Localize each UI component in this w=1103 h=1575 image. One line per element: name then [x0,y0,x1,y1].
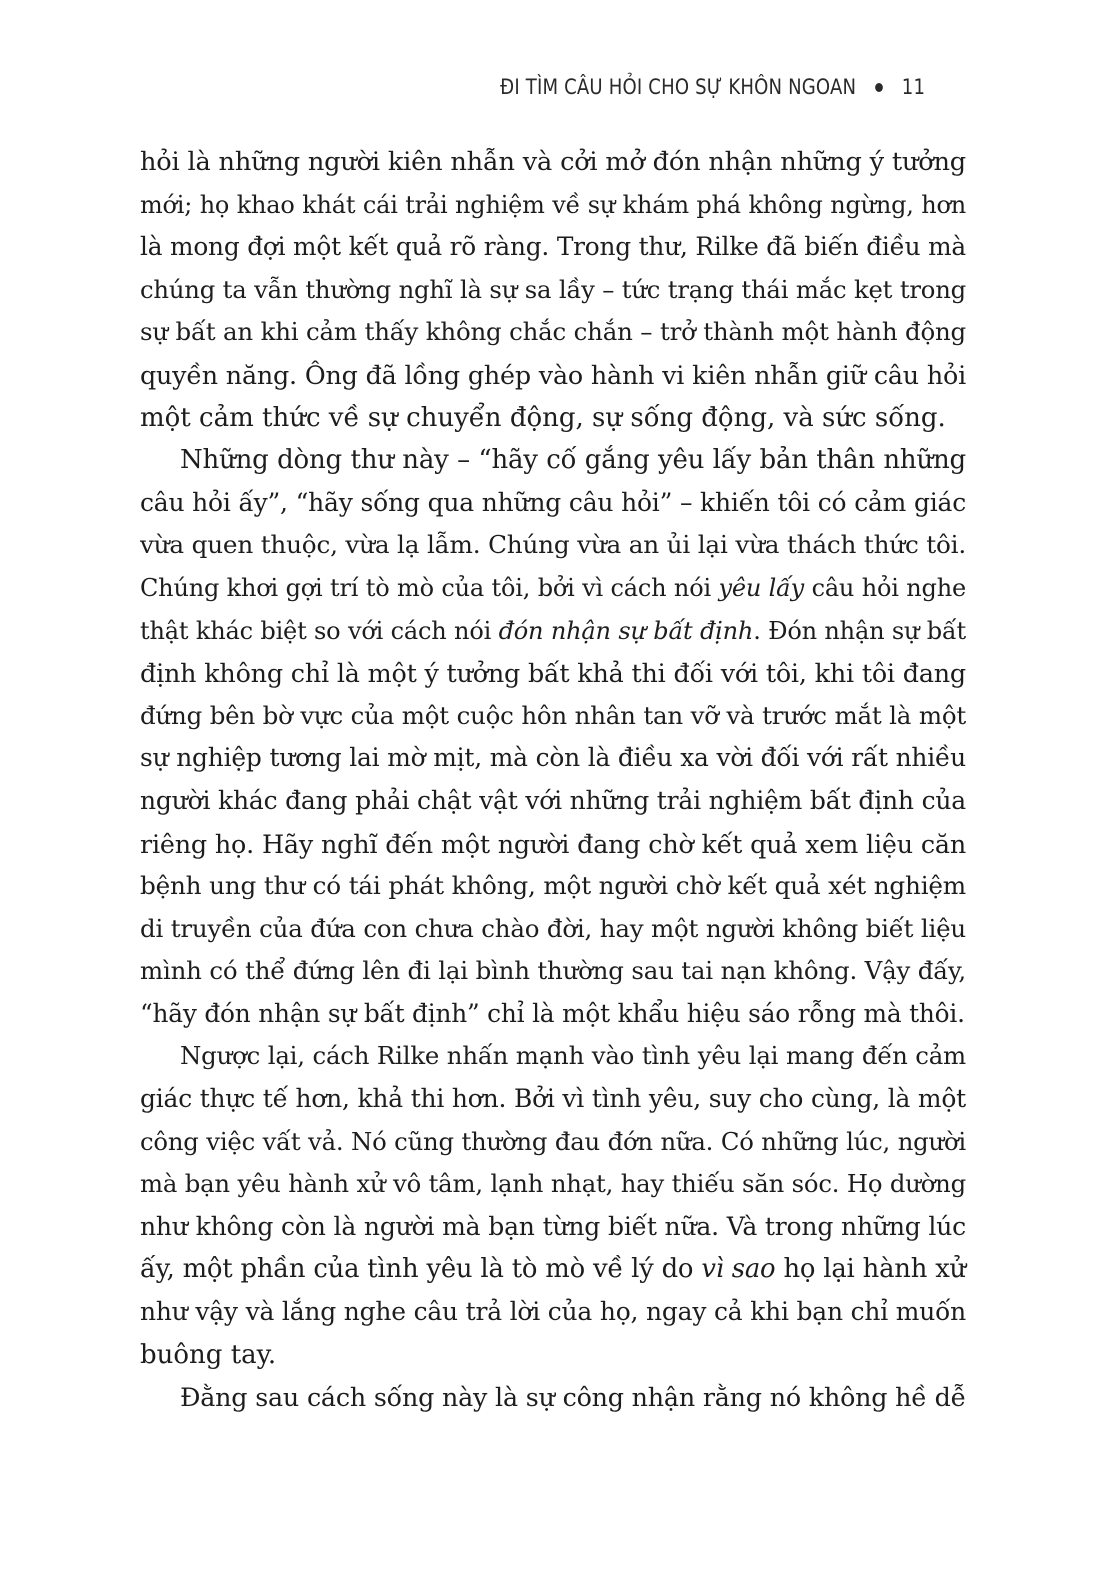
emphasized-text: đón nhận sự bất định [498,616,754,645]
text-line [140,610,966,653]
text-line: Những dòng thư này – “hãy cố gắng yêu lấy bản thân những [180,445,966,476]
text-line: chúng ta vẫn thường nghĩ là sự sa lầy – tức trạng thái mắc kẹt trong [140,274,966,304]
text-line: câu hỏi ấy”, “hãy sống qua những câu hỏi” – khiến tôi có cảm giác [140,487,966,517]
text-line: Ngược lại, cách Rilke nhấn mạnh vào tình yêu lại mang đến cảm [180,1041,966,1071]
paragraph [140,1035,966,1376]
text-line: người khác đang phải chật vật với những trải nghiệm bất định của [140,785,966,815]
text-line: buông tay. [140,1339,277,1370]
text-line: định không chỉ là một ý tưởng bất khả thi đối với tôi, khi tôi đang [140,658,966,689]
text-line [140,567,966,610]
text-line: công việc vất vả. Nó cũng thường đau đớn nữa. Có những lúc, người [140,1126,966,1156]
text-run: ấy, một phần của tình yêu là tò mò về lý do [140,1254,702,1285]
text-line: mà bạn yêu hành xử vô tâm, lạnh nhạt, hay thiếu săn sóc. Họ dường [140,1169,966,1199]
text-line: một cảm thức về sự chuyển động, sự sống động, và sức sống. [140,402,946,433]
text-line: di truyền của đứa con chưa chào đời, hay một người không biết liệu [140,913,966,943]
chapter-title: ĐI TÌM CÂU HỎI CHO SỰ KHÔN NGOAN [500,75,857,99]
text-line: sự bất an khi cảm thấy không chắc chắn – trở thành một hành động [140,317,966,347]
text-run: họ lại hành xử [775,1254,966,1285]
text-line: vừa quen thuộc, vừa lạ lẫm. Chúng vừa an ủi lại vừa thách thức tôi. [140,530,966,560]
paragraph [140,141,966,439]
text-line: Đằng sau cách sống này là sự công nhận rằng nó không hề dễ [180,1382,966,1413]
running-header [500,70,925,104]
text-line: mới; họ khao khát cái trải nghiệm về sự khám phá không ngừng, hơn [140,190,966,219]
text-line: bệnh ung thư có tái phát không, một người chờ kết quả xét nghiệm [140,871,966,901]
emphasized-text: vì sao [701,1254,776,1285]
text-line: như không còn là người mà bạn từng biết nữa. Và trong những lúc [140,1211,966,1241]
text-line: đứng bên bờ vực của một cuộc hôn nhân tan vỡ và trước mắt là một [140,700,966,730]
text-run: . Đón nhận sự bất [753,616,966,645]
text-line: giác thực tế hơn, khả thi hơn. Bởi vì tình yêu, suy cho cùng, là một [140,1084,966,1114]
paragraph [140,1376,966,1419]
text-line: sự nghiệp tương lai mờ mịt, mà còn là điều xa vời đối với rất nhiều [140,743,966,773]
text-line: riêng họ. Hãy nghĩ đến một người đang chờ kết quả xem liệu căn [140,828,966,859]
text-line: “hãy đón nhận sự bất định” chỉ là một khẩu hiệu sáo rỗng mà thôi. [140,998,965,1028]
page-number: 11 [901,75,925,99]
text-line: hỏi là những người kiên nhẫn và cởi mở đón nhận những ý tưởng [140,147,966,177]
text-line: quyền năng. Ông đã lồng ghép vào hành vi kiên nhẫn giữ câu hỏi [140,359,966,390]
text-line: là mong đợi một kết quả rõ ràng. Trong thư, Rilke đã biến điều mà [140,232,966,262]
body-text [140,141,966,1419]
text-line [140,1248,966,1291]
paragraph [140,439,966,1035]
emphasized-text: yêu lấy [718,573,805,602]
text-run: câu hỏi nghe [804,573,966,602]
text-line: mình có thể đứng lên đi lại bình thường sau tai nạn không. Vậy đấy, [140,956,966,986]
text-line: như vậy và lắng nghe câu trả lời của họ, ngay cả khi bạn chỉ muốn [140,1297,966,1327]
bullet-separator [875,83,883,92]
text-run: thật khác biệt so với cách nói [140,616,499,645]
text-run: Chúng khơi gợi trí tò mò của tôi, bởi vì cách nói [140,573,719,602]
